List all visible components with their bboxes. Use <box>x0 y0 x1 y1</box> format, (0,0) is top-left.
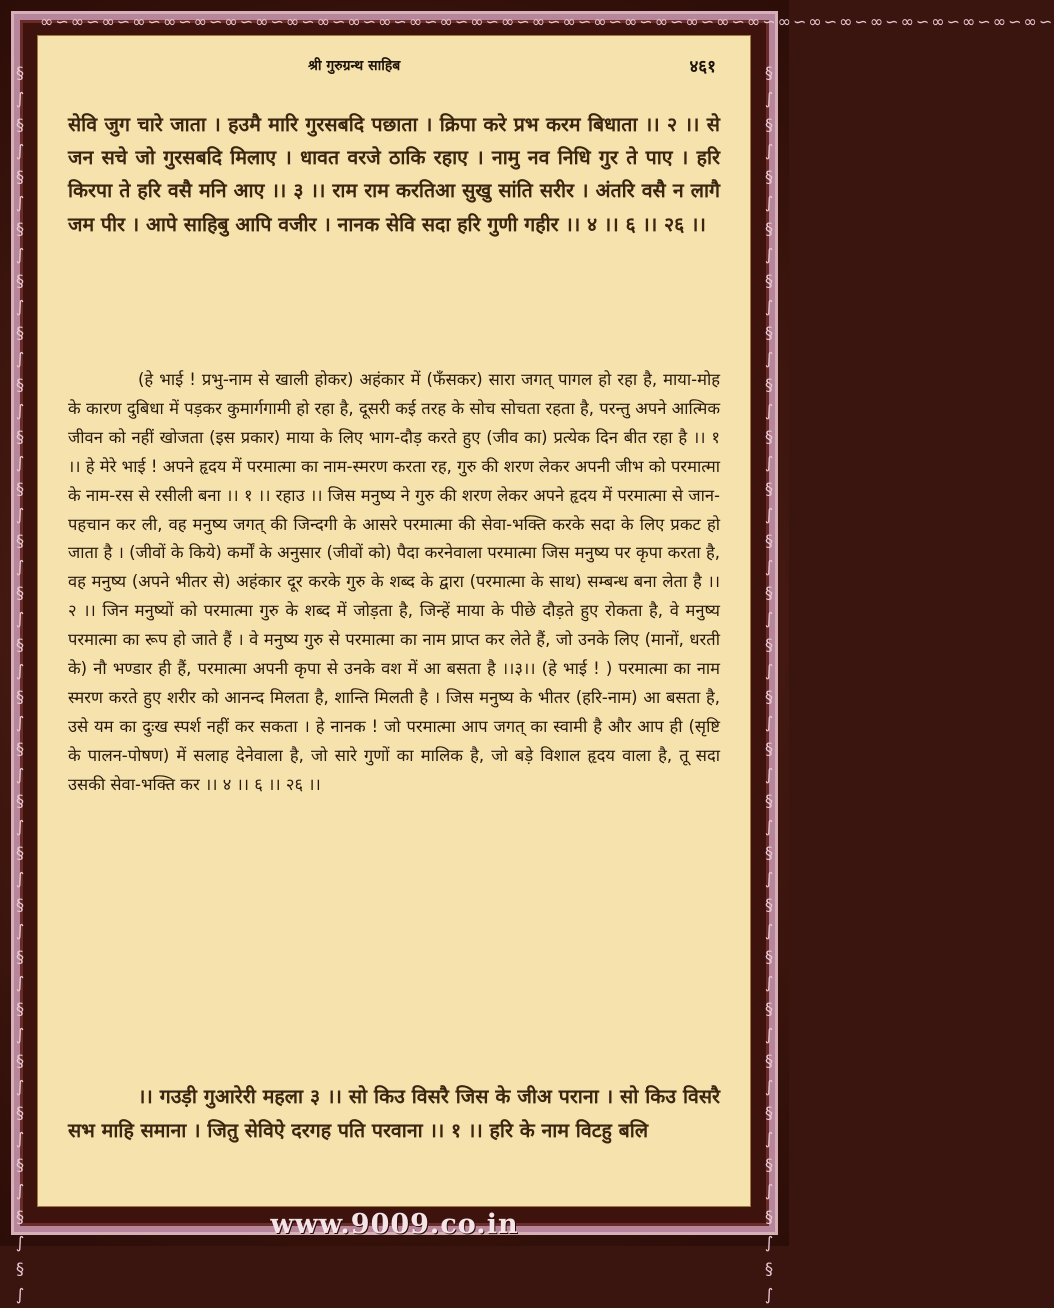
right-ornament: § ∫ § ∫ § ∫ § ∫ § ∫ § ∫ § ∫ § ∫ § ∫ § ∫ § ∫ § ∫ § ∫ § ∫ § ∫ § ∫ § ∫ § ∫ § ∫ § ∫ § ∫ § ∫ § ∫ § ∫ <box>764 63 774 1304</box>
page-title: श्री गुरुग्रन्थ साहिब <box>308 58 401 74</box>
hindi-translation: (हे भाई ! प्रभु-नाम से खाली होकर) अहंकार में (फँसकर) सारा जगत् पागल हो रहा है, माया-मोह के कारण दुबिधा में पड़कर कुमार्गगामी हो रहा है, दूसरी कई तरह के सोच सोचता रहता है, परन्तु अपने आत्मिक जीवन को नहीं खोजता (इस प्रकार) माया के लिए भाग-दौड़ करते हुए (जीव का) प्रत्येक दिन बीत रहा है ।। १ ।। हे मेरे भाई ! अपने हृदय में परमात्मा का नाम-स्मरण करता रह, गुरु की शरण लेकर अपनी जीभ को परमात्मा के नाम-रस से रसीली बना ।। १ ।। रहाउ ।। जिस मनुष्य ने गुरु की शरण लेकर अपने हृदय में परमात्मा से जान-पहचान कर ली, वह मनुष्य जगत् की जिन्दगी के आसरे परमात्मा की सेवा-भक्ति करके सदा के लिए प्रकट हो जाता है । (जीवों के किये) कर्मों के अनुसार (जीवों को) पैदा करनेवाला परमात्मा जिस मनुष्य पर कृपा करता है, वह मनुष्य (अपने भीतर से) अहंकार दूर करके गुरु के शब्द के द्वारा (परमात्मा के साथ) सम्बन्ध बना लेता है ।। २ ।। जिन मनुष्यों को परमात्मा गुरु के शब्द में जोड़ता है, जिन्हें माया के पीछे दौड़ते हुए रोकता है, वे मनुष्य परमात्मा का रूप हो जाते हैं । वे मनुष्य गुरु से परमात्मा का नाम प्राप्त कर लेते हैं, जो उनके लिए (मानों, धरती के) नौ भण्डार ही हैं, परमात्मा अपनी कृपा से उनके वश में आ बसता है ।।३।। (हे भाई ! ) परमात्मा का नाम स्मरण करते हुए शरीर को आनन्द मिलता है, शान्ति मिलती है । जिस मनुष्य के भीतर (हरि-नाम) आ बसता है, उसे यम का दुःख स्पर्श नहीं कर सकता । हे नानक ! जो परमात्मा आप जगत् का स्वामी है और आप ही (सृष्टि के पालन-पोषण) में सलाह देनेवाला है, जो सारे गुणों का मालिक है, जो बड़े विशाल हृदय वाला है, तू सदा उसकी सेवा-भक्ति कर ।। ४ ।। ६ ।। २६ ।। <box>68 370 720 794</box>
website-link[interactable]: www.9009.co.in <box>270 1209 519 1240</box>
page-header <box>38 52 752 82</box>
gurbani-verse-top: सेवि जुग चारे जाता । हउमै मारि गुरसबदि पछाता । क्रिपा करे प्रभ करम बिधाता ।। २ ।। से जन सचे जो गुरसबदि मिलाए । धावत वरजे ठाकि रहाए । नामु नव निधि गुर ते पाए । हरि किरपा ते हरि वसै मनि आए ।। ३ ।। राम राम करतिआ सुखु सांति सरीर । अंतरि वसै न लागै जम पीर । आपे साहिबु आपि वजीर । नानक सेवि सदा हरि गुणी गहीर ।। ४ ।। ६ ।। २६ ।। <box>68 113 720 236</box>
left-ornament: § ∫ § ∫ § ∫ § ∫ § ∫ § ∫ § ∫ § ∫ § ∫ § ∫ § ∫ § ∫ § ∫ § ∫ § ∫ § ∫ § ∫ § ∫ § ∫ § ∫ § ∫ § ∫ § ∫ § ∫ <box>15 63 25 1304</box>
footer <box>0 1210 789 1246</box>
top-ornament: ∞∽∞∽∞∽∞∽∞∽∞∽∞∽∞∽∞∽∞∽∞∽∞∽∞∽∞∽∞∽∞∽∞∽∞∽∞∽∞∽∞∽∞∽∞∽∞∽∞∽∞∽∞∽∞∽∞∽∞∽∞∽∞∽∞∽ <box>40 12 1054 31</box>
page-number: ४६१ <box>689 57 716 77</box>
gurbani-verse-bottom: ।। गउड़ी गुआरेरी महला ३ ।। सो किउ विसरै जिस के जीअ पराना । सो किउ विसरै सभ माहि समाना । जितु सेविऐ दरगह पति परवाना ।। १ ।। हरि के नाम विटहु बलि <box>68 1085 720 1142</box>
scripture-page <box>37 35 751 1207</box>
